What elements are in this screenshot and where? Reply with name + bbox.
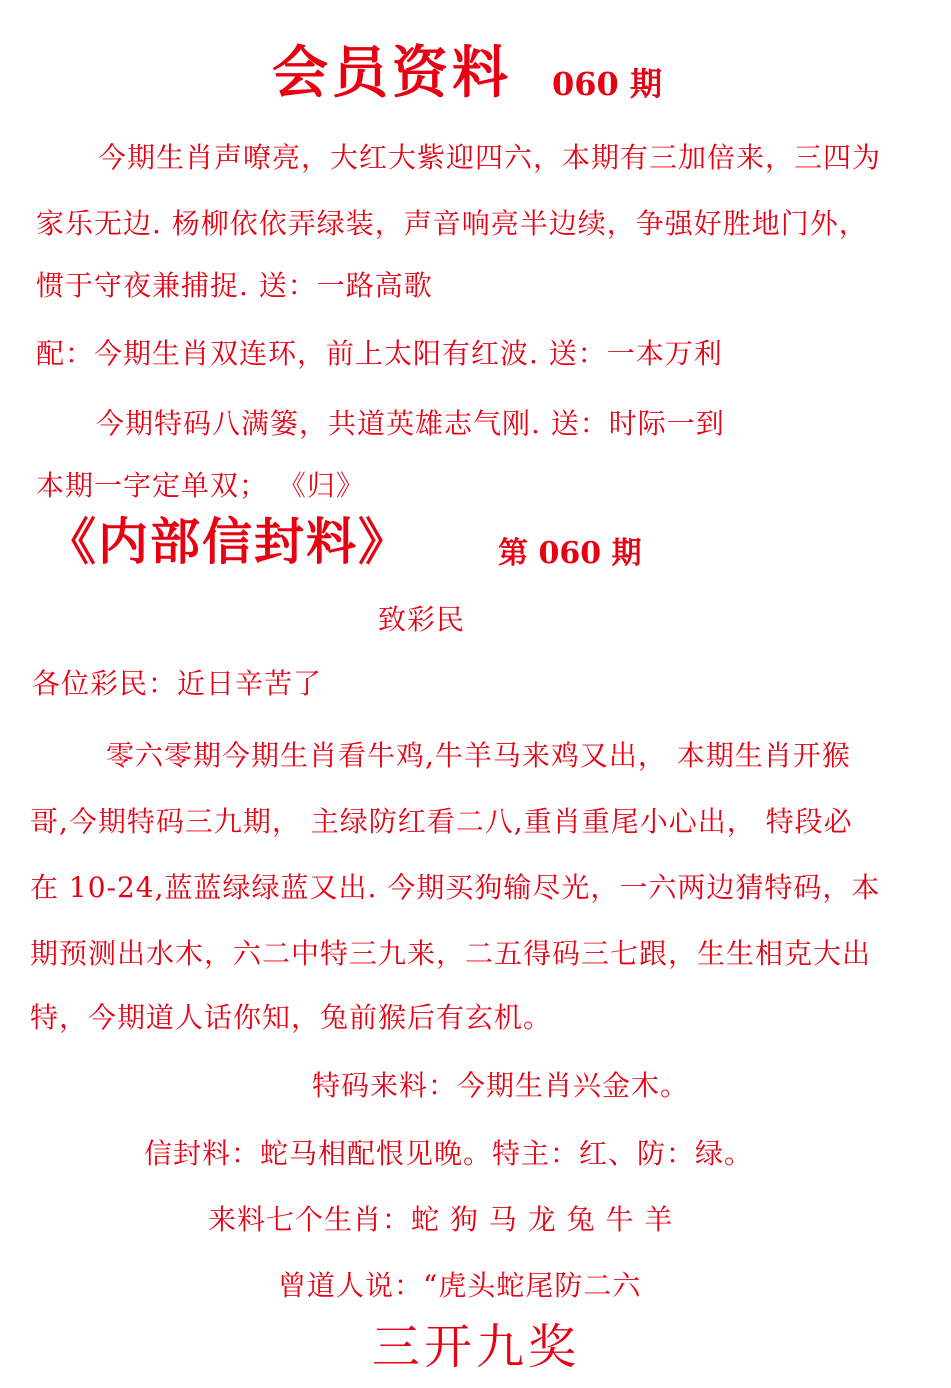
zodiac-line: 来料七个生肖：蛇 狗 马 龙 兔 牛 羊: [208, 1203, 674, 1236]
envelope-line: 信封料：蛇马相配恨见晚。特主：红、防：绿。: [144, 1137, 754, 1170]
body-line-5: 特，今期道人话你知，兔前猴后有玄机。: [30, 1001, 553, 1034]
body-line-4: 期预测出水木，六二中特三九来，二五得码三七跟，生生相克大出: [30, 937, 872, 970]
poem-line-1: 今期生肖声嘹亮，大红大紫迎四六，本期有三加倍来，三四为: [98, 141, 882, 174]
special-code-line: 今期特码八满篓，共道英雄志气刚. 送：时际一到: [96, 407, 725, 440]
daoren-line: 曾道人说：“虎头蛇尾防二六: [278, 1269, 642, 1302]
odd-even-line: 本期一字定单双； 《归》: [36, 469, 365, 502]
greeting-line: 各位彩民：近日辛苦了: [32, 667, 323, 700]
tema-line: 特码来料：今期生肖兴金木。: [312, 1069, 690, 1102]
issue-number-1: 060 期: [552, 65, 662, 103]
internal-envelope-title: 《内部信封料》: [46, 512, 410, 571]
poem-line-2: 家乐无边. 杨柳依依弄绿装，声音响亮半边续，争强好胜地门外，: [36, 207, 868, 240]
body-line-1: 零六零期今期生肖看牛鸡,牛羊马来鸡又出， 本期生肖开猴: [106, 739, 851, 772]
body-line-3: 在 10-24,蓝蓝绿绿蓝又出. 今期买狗输尽光，一六两边猜特码，本: [30, 871, 881, 904]
body-line-2: 哥,今期特码三九期， 主绿防红看二八,重肖重尾小心出， 特段必: [30, 805, 853, 838]
pair-line: 配：今期生肖双连环，前上太阳有红波. 送：一本万利: [36, 337, 723, 370]
letter-heading: 致彩民: [378, 603, 466, 636]
final-line: 三开九奖: [372, 1319, 581, 1375]
poem-line-3: 惯于守夜兼捕捉. 送：一路高歌: [36, 269, 433, 302]
member-info-title: 会员资料: [272, 40, 512, 106]
issue-number-2: 第 060 期: [498, 536, 642, 571]
